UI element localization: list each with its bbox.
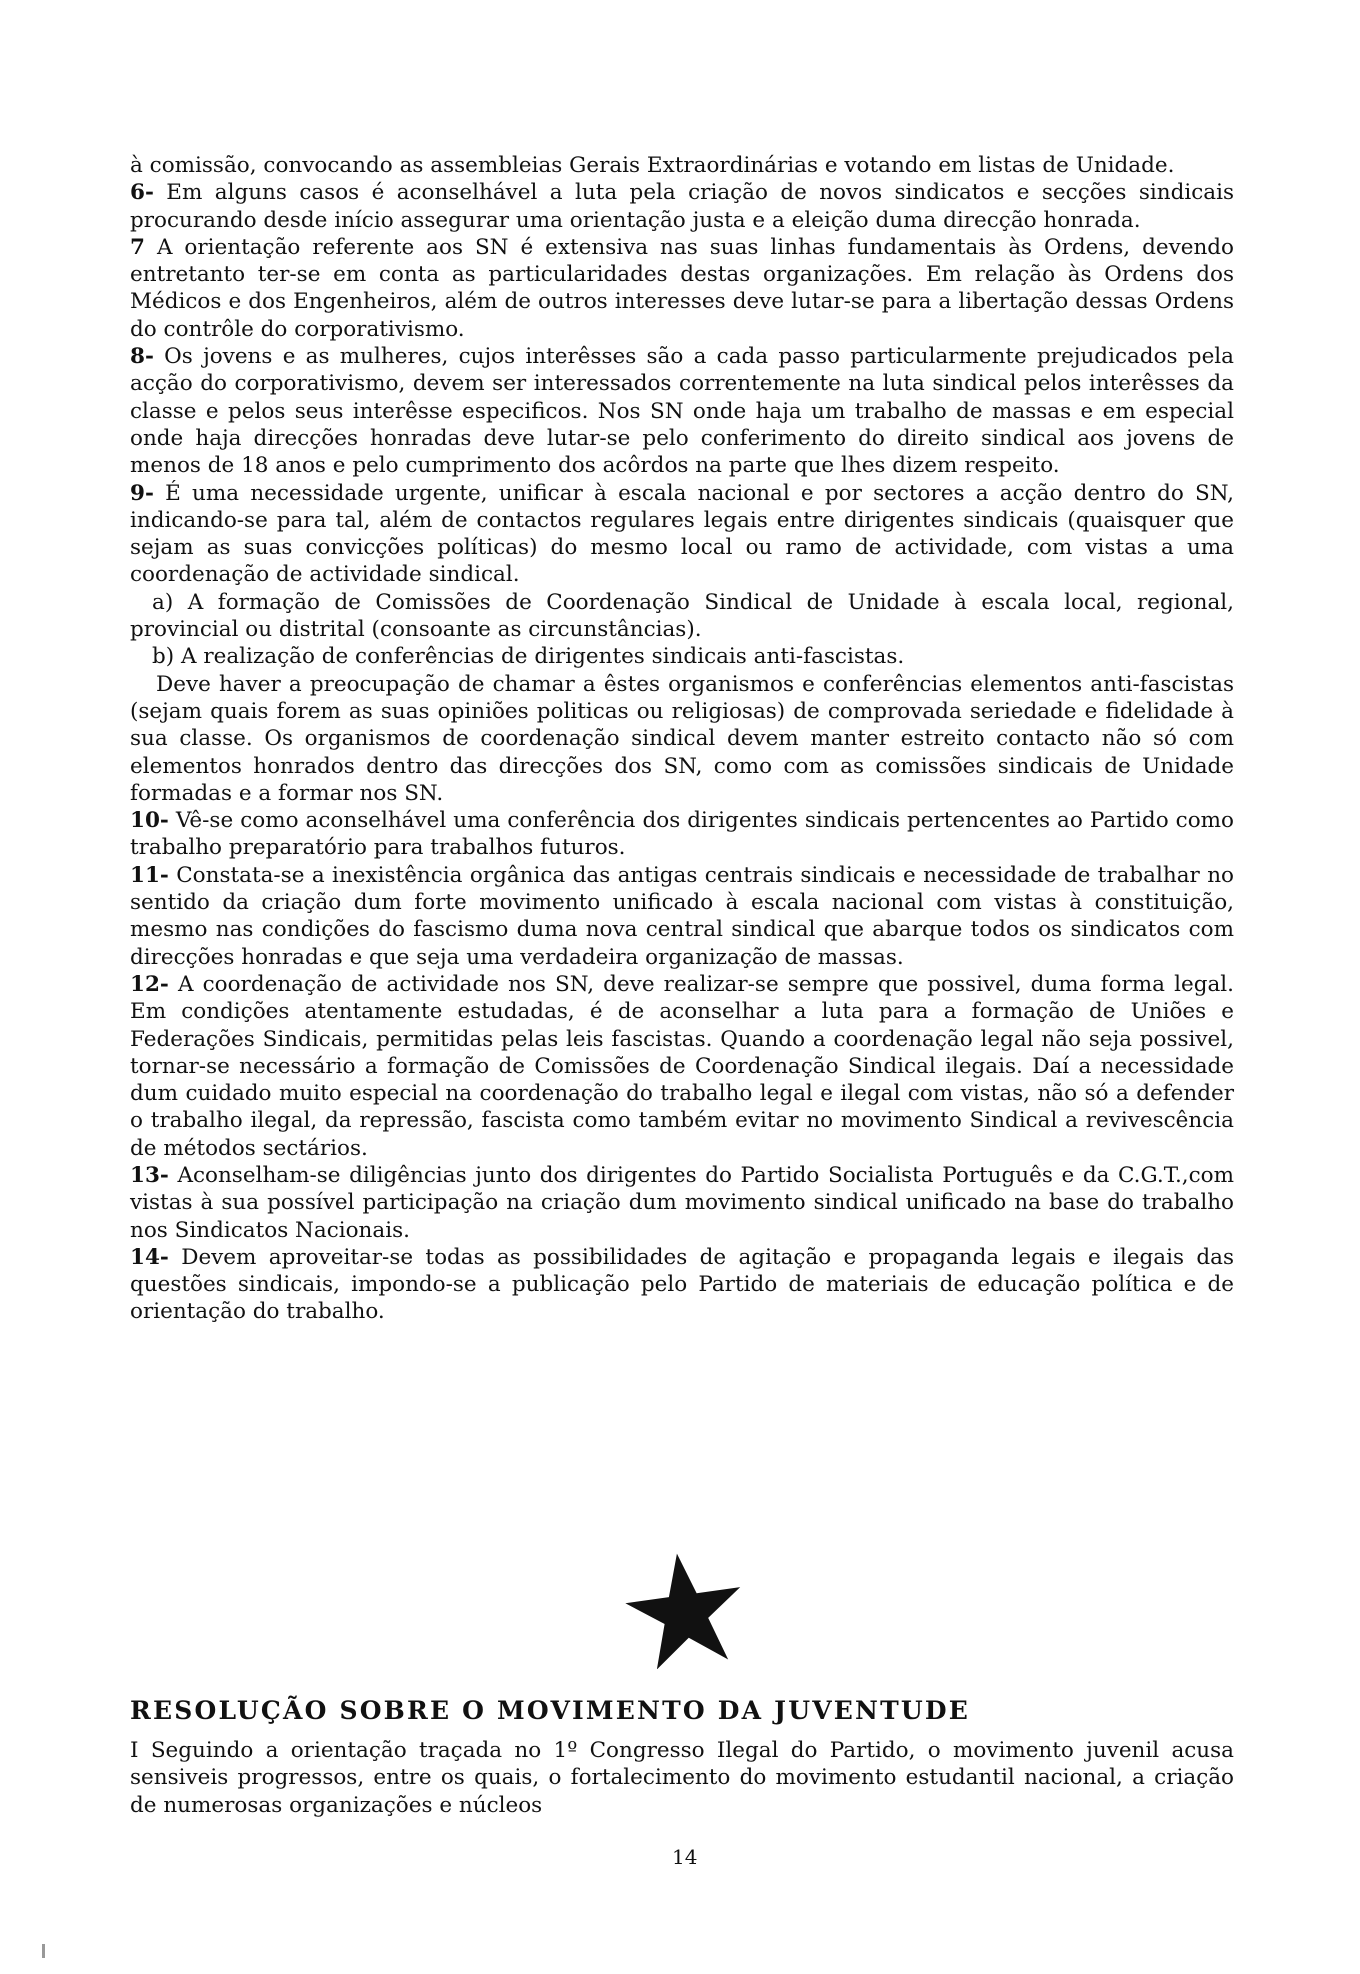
paragraph-youth-1 bbox=[130, 1737, 1234, 1819]
paragraph-number: 7 bbox=[130, 234, 145, 260]
page-number: 14 bbox=[672, 1845, 698, 1869]
paragraph-text: Vê-se como aconselhável uma conferência dos dirigentes sindicais pertencentes ao Partido como trabalho preparatório para trabalhos futuros. bbox=[130, 808, 1234, 861]
paragraph-9 bbox=[130, 480, 1234, 589]
paragraph-text: É uma necessidade urgente, unificar à escala nacional e por sectores a acção dentro do SN, indicando-se para tal, além de contactos regulares legais entre dirigentes sindicais (quaisquer que sejam as suas convicções políticas) do mesmo local ou ramo de actividade, com vistas a uma coordenação de actividade sindical. bbox=[130, 480, 1234, 588]
paragraph-7 bbox=[130, 234, 1234, 343]
paragraph-text: A coordenação de actividade nos SN, deve realizar-se sempre que possivel, duma forma legal. Em condições atentamente estudadas, é de aconselhar a luta para a formação de Uniões e Federações Sindicais, permitidas pelas leis fascistas. Quando a coordenação legal não seja possivel, tornar-se necessário a formação de Comissões de Coordenação Sindical ilegais. Daí a necessidade dum cuidado muito especial na coordenação do trabalho legal e ilegal com vistas, não só a defender o trabalho ilegal, da repressão, fascista como também evitar no movimento Sindical a revivescência de métodos sectários. bbox=[130, 971, 1234, 1161]
paragraph-number: 9- bbox=[130, 480, 154, 506]
paragraph-6 bbox=[130, 179, 1234, 234]
paragraph-12 bbox=[130, 971, 1234, 1162]
paragraph-text: A realização de conferências de dirigentes sindicais anti-fascistas. bbox=[181, 644, 905, 670]
paragraph-text: Aconselham-se diligências junto dos dirigentes do Partido Socialista Português e da C.G.T.,com vistas à sua possível participação na criação dum movimento sindical unificado na base do trabalho nos Sindicatos Nacionais. bbox=[130, 1162, 1234, 1243]
paragraph-14 bbox=[130, 1244, 1234, 1326]
paragraph-text: Em alguns casos é aconselhável a luta pela criação de novos sindicatos e secções sindicais procurando desde início assegurar uma orientação justa e a eleição duma direcção honrada. bbox=[130, 180, 1234, 233]
paragraph-text: Os jovens e as mulheres, cujos interêsses são a cada passo particularmente prejudicados pela acção do corporativismo, devem ser interessados correntemente na luta sindical pelos interêsses da classe e pelos seus interêsse especificos. Nos SN onde haja um trabalho de massas e em especial onde haja direcções honradas deve lutar-se pelo conferimento do direito sindical aos jovens de menos de 18 anos e pelo cumprimento dos acôrdos na parte que lhes dizem respeito. bbox=[130, 344, 1234, 479]
paragraph-organisms bbox=[130, 671, 1234, 807]
paragraph-text: Constata-se a inexistência orgânica das antigas centrais sindicais e necessidade de trabalhar no sentido da criação dum forte movimento unificado à escala nacional com vistas à constituição, mesmo nas condições do fascismo duma nova central sindical que abarque todos os sindicatos com direcções honradas e que seja uma verdadeira organização de massas. bbox=[130, 862, 1234, 970]
paragraph-number: 10- bbox=[130, 808, 169, 834]
section-heading: RESOLUÇÃO SOBRE O MOVIMENTO DA JUVENTUDE bbox=[130, 1696, 971, 1725]
paragraph-text: Devem aproveitar-se todas as possibilidades de agitação e propaganda legais e ilegais das questões sindicais, impondo-se a publicação pelo Partido de materiais de educação política e de orientação do trabalho. bbox=[130, 1244, 1234, 1325]
paragraph-text: A orientação referente aos SN é extensiva nas suas linhas fundamentais às Ordens, devendo entretanto ter-se em conta as particularidades destas organizações. Em relação às Ordens dos Médicos e dos Engenheiros, além de outros interesses deve lutar-se para a libertação dessas Ordens do contrôle do corporativismo. bbox=[130, 234, 1234, 342]
paragraph-number: b) bbox=[152, 644, 175, 670]
paragraph-number: 8- bbox=[130, 344, 154, 370]
scan-artifact bbox=[42, 1944, 45, 1958]
paragraph-number: 11- bbox=[130, 862, 169, 888]
paragraph-9a bbox=[130, 589, 1234, 644]
paragraph-text: Deve haver a preocupação de chamar a êstes organismos e conferências elementos anti-fascistas (sejam quais forem as suas opiniões politicas ou religiosas) de comprovada seriedade e fidelidade à sua classe. Os organismos de coordenação sindical devem manter estreito contacto não só com elementos honrados dentro das direcções dos SN, como com as comissões sindicais de Unidade formadas e a formar nos SN. bbox=[130, 671, 1234, 806]
paragraph-text: Seguindo a orientação traçada no 1º Congresso Ilegal do Partido, o movimento juvenil acusa sensiveis progressos, entre os quais, o fortalecimento do movimento estudantil nacional, a criação de numerosas organizações e núcleos bbox=[130, 1738, 1234, 1818]
paragraph-number: I bbox=[130, 1738, 139, 1763]
paragraph-number: 14- bbox=[130, 1244, 169, 1270]
paragraph-intro bbox=[130, 152, 1234, 179]
paragraph-9b bbox=[130, 643, 1234, 670]
paragraph-13 bbox=[130, 1162, 1234, 1244]
paragraph-8 bbox=[130, 343, 1234, 479]
star-svg bbox=[625, 1553, 745, 1669]
paragraph-number: 6- bbox=[130, 180, 154, 206]
paragraph-text: A formação de Comissões de Coordenação Sindical de Unidade à escala local, regional, provincial ou distrital (consoante as circunstâncias). bbox=[130, 589, 1234, 643]
paragraph-number: a) bbox=[152, 589, 174, 615]
paragraph-number: 13- bbox=[130, 1162, 169, 1188]
paragraph-number: 12- bbox=[130, 971, 169, 997]
document-body bbox=[130, 152, 1234, 1326]
paragraph-text: à comissão, convocando as assembleias Gerais Extraordinárias e votando em listas de Unidade. bbox=[130, 153, 1175, 178]
paragraph-10 bbox=[130, 807, 1234, 862]
five-point-star-icon bbox=[625, 1553, 745, 1669]
paragraph-11 bbox=[130, 862, 1234, 971]
